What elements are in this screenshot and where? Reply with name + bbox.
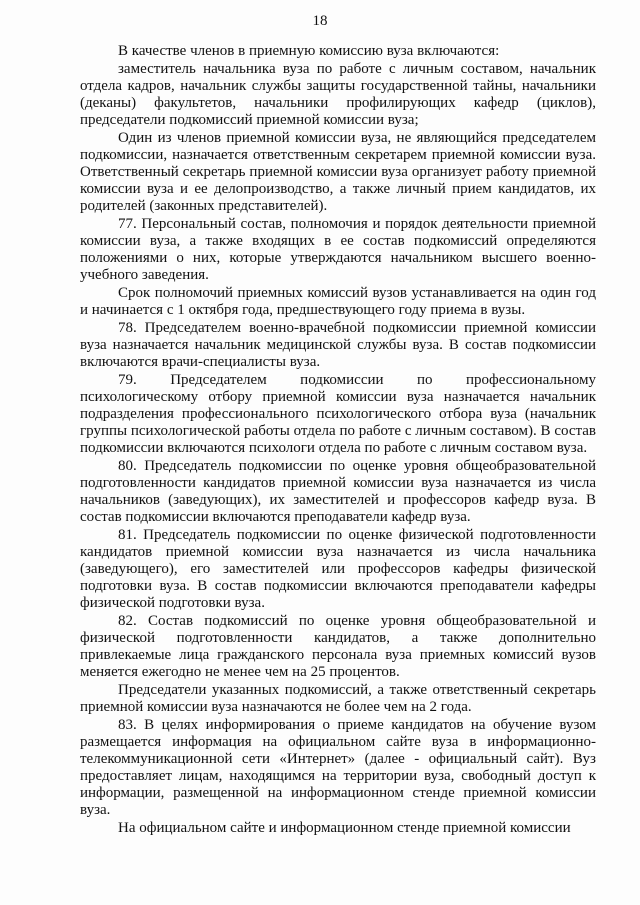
paragraph-79: 79. Председателем подкомиссии по профессиональному психологическому отбору приемной комиссии вуза назначается начальник подразделения профессионального психологического отбора вуза (начальник группы психологической работы отдела по работе с личным составом). В состав подкомиссии включаются психологи отдела по работе с личным составом вуза. (80, 372, 596, 456)
paragraph-83: 83. В целях информирования о приеме кандидатов на обучение вузом размещается информация на официальном сайте вуза в информационно-телекоммуникационной сети «Интернет» (далее - официальный сайт). Вуз предоставляет лицам, находящимся на территории вуза, свободный доступ к информации, размещенной на информационном стенде приемной комиссии вуза. (80, 717, 596, 818)
page-number: 18 (312, 13, 328, 29)
paragraph-term: Срок полномочий приемных комиссий вузов устанавливается на один год и начинается с 1 октября года, предшествующего году приема в вузы. (80, 285, 596, 318)
paragraph-intro: В качестве членов в приемную комиссию вуза включаются: (118, 43, 500, 59)
paragraph-82: 82. Состав подкомиссий по оценке уровня общеобразовательной и физической подготовленности кандидатов, а также дополнительно привлекаемые лица гражданского персонала вуза приемных комиссий вузов меняется ежегодно не менее чем на 25 процентов. (80, 613, 596, 680)
paragraph-81: 81. Председатель подкомиссии по оценке физической подготовленности кандидатов приемной комиссии вуза назначается из числа начальника (заведующего), его заместителей или профессоров кафедры физической подготовки вуза. В состав подкомиссии включаются преподаватели кафедры физической подготовки вуза. (80, 527, 596, 611)
paragraph-website: На официальном сайте и информационном стенде приемной комиссии (118, 820, 571, 836)
paragraph-chairs-term: Председатели указанных подкомиссий, а также ответственный секретарь приемной комиссии вуза назначаются не более чем на 2 года. (80, 682, 596, 715)
paragraph-members-list: заместитель начальника вуза по работе с личным составом, начальник отдела кадров, начальник службы защиты государственной тайны, начальники (деканы) факультетов, начальники профилирующих кафедр (циклов), председатели подкомиссий приемной комиссии вуза; (80, 61, 596, 128)
paragraph-77: 77. Персональный состав, полномочия и порядок деятельности приемной комиссии вуза, а также входящих в ее состав подкомиссий определяются положениями о них, которые утверждаются начальником высшего военно-учебного заведения. (80, 216, 596, 283)
document-body (80, 43, 596, 838)
paragraph-secretary: Один из членов приемной комиссии вуза, не являющийся председателем подкомиссии, назначается ответственным секретарем приемной комиссии вуза. Ответственный секретарь приемной комиссии вуза организует работу приемной комиссии вуза и ее делопроизводство, а также личный прием кандидатов, их родителей (законных представителей). (80, 130, 596, 214)
paragraph-80: 80. Председатель подкомиссии по оценке уровня общеобразовательной подготовленности кандидатов приемной комиссии вуза назначается из числа начальников (заведующих), их заместителей и профессоров кафедр вуза. В состав подкомиссии включаются преподаватели кафедр вуза. (80, 458, 596, 525)
paragraph-78: 78. Председателем военно-врачебной подкомиссии приемной комиссии вуза назначается начальник медицинской службы вуза. В состав подкомиссии включаются врачи-специалисты вуза. (80, 320, 596, 370)
